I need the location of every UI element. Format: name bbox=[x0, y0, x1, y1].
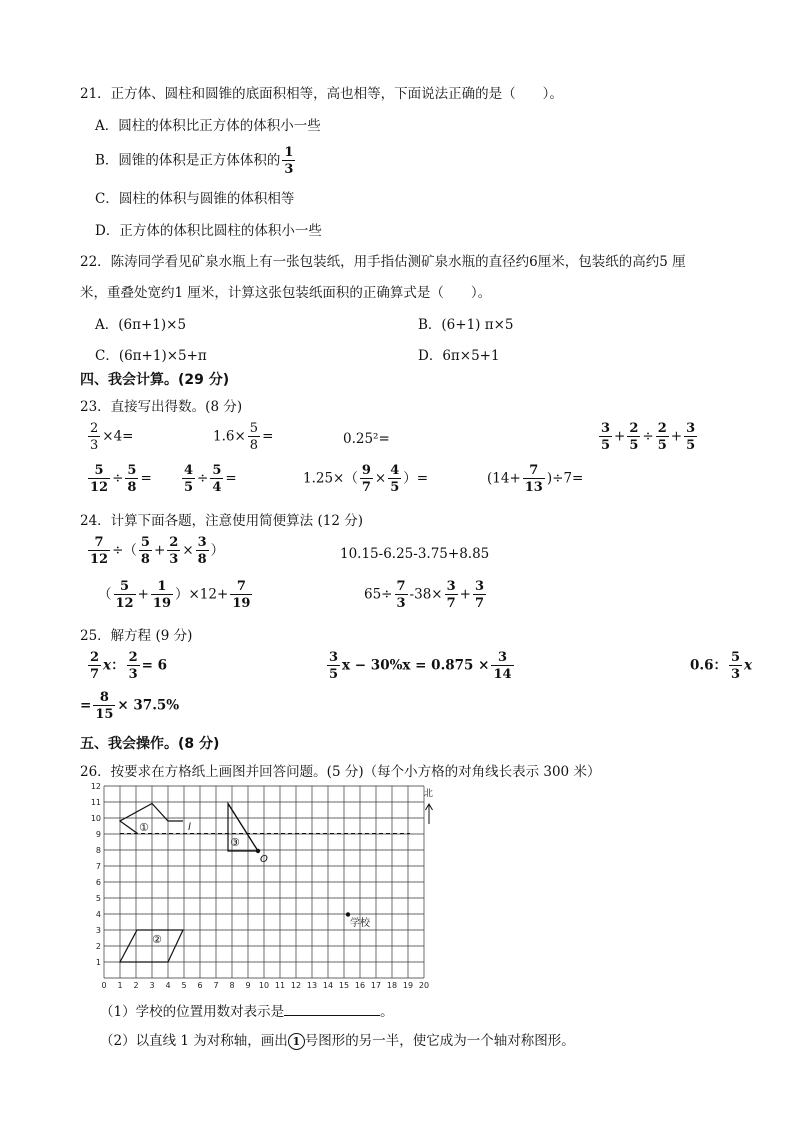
fraction: $\frac{2}{3}$ bbox=[128, 650, 138, 682]
north-label: 北 bbox=[424, 789, 434, 799]
q25-equation-3-continued: = $\frac{8}{15}$ × 37.5% bbox=[80, 690, 180, 722]
q23-expr-3: 0.25²= bbox=[343, 431, 390, 447]
section-5-heading: 五、我会操作。(8 分) bbox=[80, 736, 220, 752]
q24-expr-2: 10.15-6.25-3.75+8.85 bbox=[340, 546, 490, 562]
fraction: $\frac{9}{7}$ bbox=[361, 463, 371, 495]
q23-expr-2: 1.6× $\frac{5}{8}$ = bbox=[213, 421, 274, 453]
x-tick-label: 16 bbox=[354, 981, 366, 990]
q24-title: 24．计算下面各题，注意使用简便算法 (12 分) bbox=[80, 513, 363, 529]
shape-1-label: ① bbox=[139, 821, 149, 834]
school-point bbox=[346, 912, 350, 916]
y-tick-label: 12 bbox=[90, 782, 101, 791]
q22-option-c: C．(6π+1)×5+π bbox=[95, 348, 207, 364]
q24-expr-1: $\frac{7}{12}$ ÷（ $\frac{5}{8}$ + $\frac{2}{3}$ × $\frac{3}{8}$ ） bbox=[90, 535, 225, 567]
x-tick-label: 1 bbox=[117, 981, 123, 990]
q22-line1: 22．陈涛同学看见矿泉水瓶上有一张包装纸，用手指估测矿泉水瓶的直径约6厘米，包装纸的高约5 厘 bbox=[80, 254, 686, 270]
fraction: $\frac{2}{5}$ bbox=[629, 421, 639, 453]
fraction: $\frac{5}{12}$ bbox=[115, 579, 134, 611]
q26-sub-question-1: （1）学校的位置用数对表示是 。 bbox=[100, 1004, 394, 1020]
x-tick-label: 20 bbox=[418, 981, 430, 990]
answer-blank[interactable] bbox=[284, 1003, 380, 1016]
q25-equation-2: $\frac{3}{5}$ x − 30%x = 0.875 × $\frac{3}{14}$ bbox=[329, 650, 512, 682]
q22-option-b: B．(6+1) π×5 bbox=[418, 317, 514, 333]
x-tick-label: 8 bbox=[229, 981, 235, 990]
q25-equation-3: 0.6： $\frac{5}{3}$ x bbox=[690, 650, 753, 682]
q22-line2: 米，重叠处宽约1 厘米，计算这张包装纸面积的正确算式是（ ）。 bbox=[80, 285, 492, 301]
grid-tick-labels bbox=[91, 782, 429, 990]
y-tick-label: 5 bbox=[95, 894, 101, 903]
q23-expr-5: $\frac{5}{12}$ ÷ $\frac{5}{8}$ = bbox=[90, 463, 152, 495]
x-tick-label: 2 bbox=[133, 981, 139, 990]
q21-option-b-text: B．圆锥的体积是正方体体积的 bbox=[95, 152, 281, 169]
x-tick-label: 10 bbox=[258, 981, 270, 990]
shape-1 bbox=[120, 804, 183, 834]
y-tick-label: 8 bbox=[95, 846, 101, 855]
q24-expr-3: （ $\frac{5}{12}$ + $\frac{1}{19}$ ）×12+ $\frac{7}{19}$ bbox=[98, 579, 251, 611]
grid-lines bbox=[104, 786, 424, 978]
fraction: $\frac{1}{19}$ bbox=[152, 579, 171, 611]
q23-expr-8: (14+ $\frac{7}{13}$ )÷7= bbox=[487, 463, 584, 495]
x-tick-label: 17 bbox=[370, 981, 382, 990]
y-tick-label: 11 bbox=[90, 798, 101, 807]
q21-option-c: C．圆柱的体积与圆锥的体积相等 bbox=[95, 191, 295, 207]
fraction: $\frac{3}{14}$ bbox=[493, 650, 512, 682]
x-tick-label: 5 bbox=[181, 981, 187, 990]
x-tick-label: 18 bbox=[386, 981, 398, 990]
fraction: $\frac{5}{4}$ bbox=[212, 463, 222, 495]
y-tick-label: 9 bbox=[95, 830, 101, 839]
point-o-label: O bbox=[260, 854, 268, 865]
q25-title: 25．解方程 (9 分) bbox=[80, 628, 193, 644]
fraction: $\frac{3}{7}$ bbox=[446, 579, 456, 611]
fraction: $\frac{3}{8}$ bbox=[197, 535, 207, 567]
q23-expr-4: $\frac{3}{5}$ + $\frac{2}{5}$ ÷ $\frac{2}{5}$ + $\frac{3}{5}$ bbox=[601, 421, 696, 453]
fraction: $\frac{2}{3}$ bbox=[90, 421, 99, 453]
x-tick-label: 9 bbox=[245, 981, 251, 990]
point-o bbox=[256, 849, 260, 853]
x-tick-label: 0 bbox=[101, 981, 107, 990]
q26-title: 26．按要求在方格纸上画图并回答问题。(5 分)（每个小方格的对角线长表示 300 米） bbox=[80, 764, 601, 780]
fraction: $\frac{3}{5}$ bbox=[601, 421, 611, 453]
q23-title: 23．直接写出得数。(8 分) bbox=[80, 399, 243, 415]
fraction: $\frac{4}{5}$ bbox=[390, 463, 400, 495]
fraction: $\frac{5}{3}$ bbox=[731, 650, 741, 682]
fraction: $\frac{2}{7}$ bbox=[90, 650, 100, 682]
x-tick-label: 19 bbox=[402, 981, 414, 990]
y-tick-label: 1 bbox=[95, 958, 101, 967]
fraction: $\frac{2}{3}$ bbox=[169, 535, 179, 567]
q21-option-d: D．正方体的体积比圆柱的体积小一些 bbox=[95, 223, 322, 239]
q21-stem: 21．正方体、圆柱和圆锥的底面积相等，高也相等，下面说法正确的是（ ）。 bbox=[80, 86, 563, 102]
q25-equation-1: $\frac{2}{7}$ x： $\frac{2}{3}$ = 6 bbox=[90, 650, 168, 682]
section-4-heading: 四、我会计算。(29 分) bbox=[80, 372, 230, 388]
circled-number-1: 1 bbox=[288, 1033, 305, 1050]
fraction: $\frac{5}{8}$ bbox=[127, 463, 137, 495]
q26-sub-question-2: （2）以直线 1 为对称轴，画出 1 号图形的另一半，使它成为一个轴对称图形。 bbox=[100, 1033, 575, 1049]
fraction: $\frac{2}{5}$ bbox=[657, 421, 667, 453]
x-tick-label: 13 bbox=[306, 981, 318, 990]
fraction: $\frac{3}{5}$ bbox=[329, 650, 339, 682]
q21-option-b bbox=[95, 146, 297, 176]
fraction: $\frac{5}{8}$ bbox=[249, 421, 259, 453]
x-tick-label: 11 bbox=[274, 981, 286, 990]
y-tick-label: 7 bbox=[95, 862, 101, 871]
fraction: $\frac{5}{8}$ bbox=[140, 535, 150, 567]
fraction: $\frac{5}{12}$ bbox=[90, 463, 109, 495]
q23-expr-7: 1.25×（ $\frac{9}{7}$ × $\frac{4}{5}$ ）= bbox=[303, 463, 429, 495]
x-tick-label: 6 bbox=[197, 981, 203, 990]
y-tick-label: 2 bbox=[95, 942, 101, 951]
fraction: $\frac{7}{19}$ bbox=[232, 579, 251, 611]
q22-option-d: D．6π×5+1 bbox=[418, 348, 500, 364]
y-tick-label: 3 bbox=[95, 926, 101, 935]
grid-figure bbox=[86, 780, 436, 995]
fraction: $\frac{3}{5}$ bbox=[686, 421, 696, 453]
fraction: $\frac{7}{3}$ bbox=[396, 579, 406, 611]
shape-3-label: ③ bbox=[230, 836, 240, 849]
shape-2-label: ② bbox=[152, 933, 162, 946]
q24-expr-4: 65÷ $\frac{7}{3}$ -38× $\frac{3}{7}$ + $\frac{3}{7}$ bbox=[364, 579, 485, 611]
fraction: $\frac{7}{13}$ bbox=[524, 463, 543, 495]
x-tick-label: 7 bbox=[213, 981, 219, 990]
fraction: $\frac{7}{12}$ bbox=[90, 535, 109, 567]
q22-option-a: A．(6π+1)×5 bbox=[95, 317, 187, 333]
q23-expr-1: $\frac{2}{3}$ ×4= bbox=[90, 421, 134, 453]
line-l-label: l bbox=[188, 822, 191, 833]
school-label: 学校 bbox=[350, 918, 370, 929]
q21-option-a: A．圆柱的体积比正方体的体积小一些 bbox=[95, 118, 321, 134]
y-tick-label: 6 bbox=[95, 878, 101, 887]
fraction: $\frac{4}{5}$ bbox=[184, 463, 194, 495]
x-tick-label: 14 bbox=[322, 981, 334, 990]
x-tick-label: 15 bbox=[338, 981, 350, 990]
y-tick-label: 4 bbox=[95, 910, 101, 919]
fraction: $\frac{8}{15}$ bbox=[95, 690, 114, 722]
fraction: $\frac{1}{3}$ bbox=[284, 145, 294, 177]
q23-expr-6: $\frac{4}{5}$ ÷ $\frac{5}{4}$ = bbox=[184, 463, 237, 495]
y-tick-label: 10 bbox=[90, 814, 101, 823]
x-tick-label: 4 bbox=[165, 981, 171, 990]
fraction: $\frac{3}{7}$ bbox=[474, 579, 485, 611]
x-tick-label: 12 bbox=[290, 981, 302, 990]
x-tick-label: 3 bbox=[149, 981, 155, 990]
